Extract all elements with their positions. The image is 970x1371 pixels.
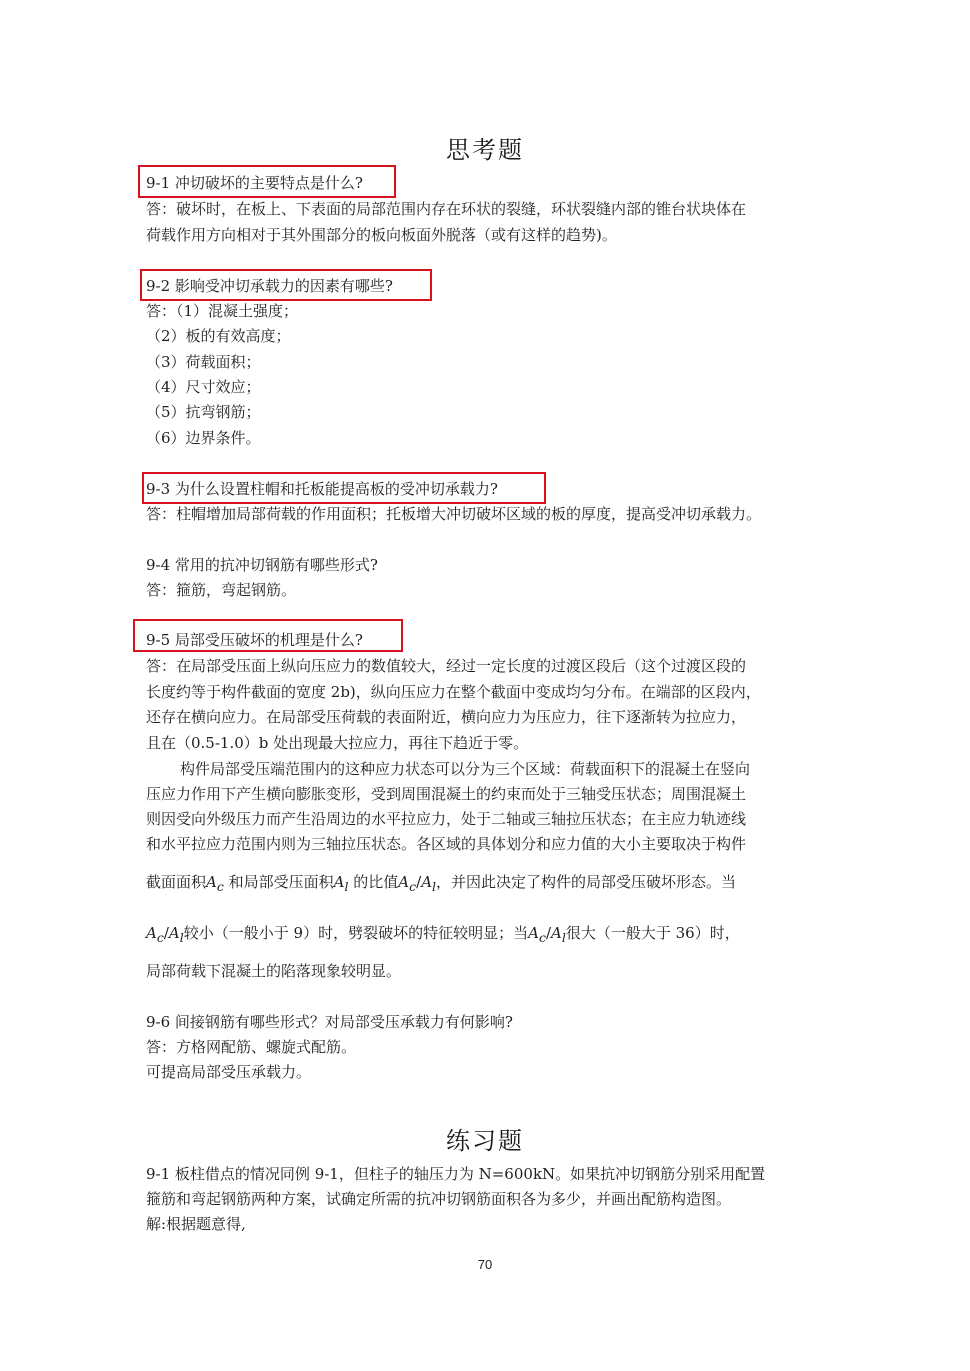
answer-line: 还存在横向应力。在局部受压荷载的表面附近，横向应力为压应力，往下逐渐转为拉应力，	[146, 708, 747, 726]
answer-line: 答：（1）混凝土强度；	[146, 302, 299, 320]
exercise-line: 箍筋和弯起钢筋两种方案，试确定所需的抗冲切钢筋面积各为多少，并画出配筋构造图。	[146, 1190, 732, 1208]
answer-line: 则因受向外级压力而产生沿周边的水平拉应力，处于二轴或三轴拉压状态；在主应力轨迹线	[146, 810, 747, 828]
formula-line: 截面面积$A_c$ 和局部受压面积$A_l$ 的比值$A_c/A_l$，并因此决定了构件的局部受压破坏形态。当	[146, 873, 737, 894]
answer-line: （5）抗弯钢筋；	[146, 403, 261, 421]
answer-line: 答：箍筋，弯起钢筋。	[146, 581, 297, 599]
answer-line: 构件局部受压端范围内的这种应力状态可以分为三个区域：荷载面积下的混凝土在竖向	[180, 760, 751, 778]
question-9-3: 9-3 为什么设置柱帽和托板能提高板的受冲切承载力?	[146, 480, 498, 498]
answer-line: 荷载作用方向相对于其外围部分的板向板面外脱落（或有这样的趋势)。	[146, 226, 617, 244]
question-9-4: 9-4 常用的抗冲切钢筋有哪些形式?	[146, 556, 378, 574]
answer-line: 且在（0.5-1.0）b 处出现最大拉应力，再往下趋近于零。	[146, 734, 529, 752]
thinking-section-title: 思考题	[446, 136, 524, 164]
question-9-6: 9-6 间接钢筋有哪些形式？对局部受压承载力有何影响?	[146, 1013, 513, 1031]
answer-line: 和水平拉应力范围内则为三轴拉压状态。各区域的具体划分和应力值的大小主要取决于构件	[146, 835, 747, 853]
page-number: 70	[477, 1257, 493, 1272]
answer-line: （3）荷载面积；	[146, 353, 261, 371]
answer-line: 局部荷载下混凝土的陷落现象较明显。	[146, 962, 402, 980]
answer-line: 可提高局部受压承载力。	[146, 1063, 312, 1081]
answer-line: （4）尺寸效应；	[146, 378, 261, 396]
answer-line: 答：在局部受压面上纵向压应力的数值较大，经过一定长度的过渡区段后（这个过渡区段的	[146, 657, 747, 675]
exercise-section-title: 练习题	[446, 1127, 524, 1155]
exercise-line: 9-1 板柱借点的情况同例 9-1，但柱子的轴压力为 N=600kN。如果抗冲切钢筋分别采用配置	[146, 1165, 766, 1183]
answer-line: （2）板的有效高度；	[146, 327, 291, 345]
question-9-2: 9-2 影响受冲切承载力的因素有哪些?	[146, 277, 393, 295]
answer-line: 答：破坏时，在板上、下表面的局部范围内存在环状的裂缝，环状裂缝内部的锥台状块体在	[146, 200, 747, 218]
answer-line: （6）边界条件。	[146, 429, 261, 447]
question-9-1: 9-1 冲切破坏的主要特点是什么?	[146, 174, 363, 192]
exercise-line: 解:根据题意得,	[146, 1215, 246, 1233]
answer-line: 答：柱帽增加局部荷载的作用面积；托板增大冲切破坏区域的板的厚度，提高受冲切承载力。	[146, 505, 762, 523]
formula-line: $A_c/A_l$较小（一般小于 9）时，劈裂破坏的特征较明显；当$A_c/A_l$很大（一般大于 36）时，	[146, 924, 740, 945]
answer-line: 答：方格网配筋、螺旋式配筋。	[146, 1038, 357, 1056]
answer-line: 长度约等于构件截面的宽度 2b)，纵向压应力在整个截面中变成均匀分布。在端部的区段内，	[146, 683, 761, 701]
answer-line: 压应力作用下产生横向膨胀变形，受到周围混凝土的约束而处于三轴受压状态；周围混凝土	[146, 785, 747, 803]
question-9-5: 9-5 局部受压破坏的机理是什么?	[146, 631, 363, 649]
